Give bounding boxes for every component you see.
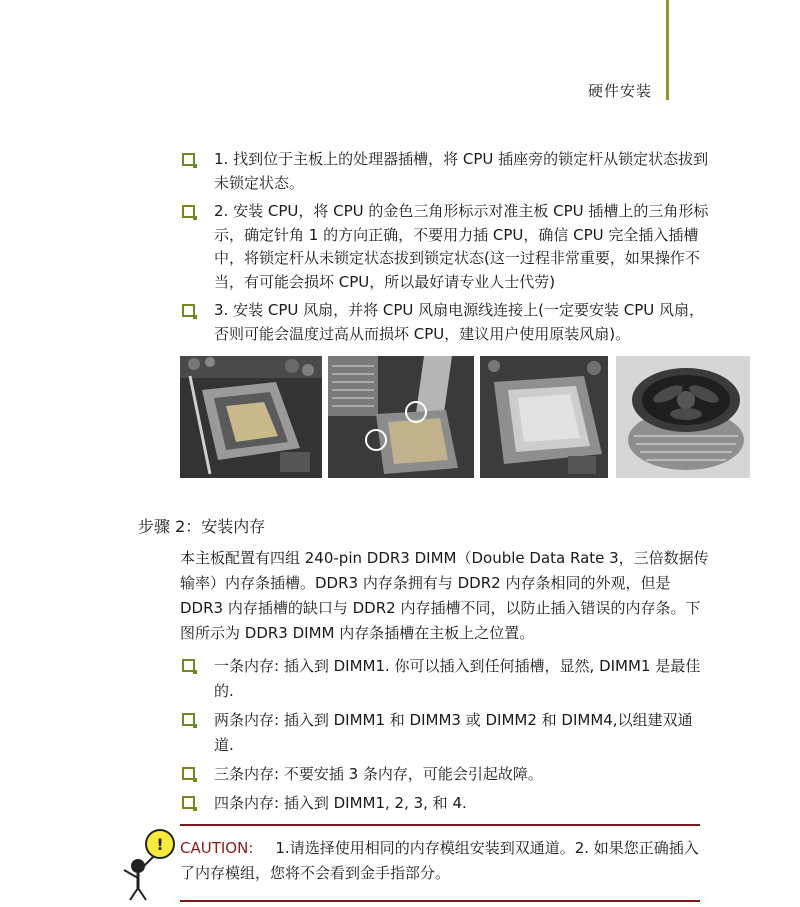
photo-cpu-lever-lock bbox=[328, 356, 474, 478]
step-text: 2. 安装 CPU，将 CPU 的金色三角形标示对准主板 CPU 插槽上的三角形标示，确定针角 1 的方向正确，不要用力插 CPU，确信 CPU 完全插入插槽中，将锁定杆从未锁定状态拔到锁定状态(这一过程非常重要，如果操作不当，有可能会损坏 CPU，所以最好请专业人士代劳) bbox=[214, 202, 709, 291]
list-item bbox=[180, 762, 710, 787]
memory-intro-paragraph: 本主板配置有四组 240-pin DDR3 DIMM（Double Data Rate 3，三倍数据传输率）内存条插槽。DDR3 内存条拥有与 DDR2 内存条相同的外观，但是 DDR3 内存插槽的缺口与 DDR2 内存插槽不同，以防止插入错误的内存条。下图所示为 DDR3 DIMM 内存条插槽在主板上之位置。 bbox=[180, 549, 709, 642]
photo-cpu-fan bbox=[616, 356, 750, 478]
checkbox-bullet-icon bbox=[182, 713, 195, 726]
page-header-title: 硬件安装 bbox=[588, 82, 653, 100]
checkbox-bullet-icon bbox=[182, 796, 195, 809]
list-item bbox=[180, 654, 710, 704]
caution-text-block bbox=[180, 836, 700, 886]
checkbox-bullet-icon bbox=[182, 767, 195, 780]
section-heading-install-memory: 步骤 2：安装内存 bbox=[138, 517, 266, 536]
svg-text:!: ! bbox=[156, 835, 164, 854]
memory-option-text: 两条内存: 插入到 DIMM1 和 DIMM3 或 DIMM2 和 DIMM4,以组建双通道. bbox=[214, 711, 693, 754]
caution-message: 1.请选择使用相同的内存模组安装到双通道。2. 如果您正确插入了内存模组，您将不会看到金手指部分。 bbox=[180, 839, 699, 882]
memory-option-text: 四条内存: 插入到 DIMM1, 2, 3, 和 4. bbox=[214, 794, 467, 812]
checkbox-bullet-icon bbox=[182, 659, 195, 672]
checkbox-bullet-icon bbox=[182, 304, 195, 317]
list-item bbox=[180, 299, 710, 346]
caution-box bbox=[180, 824, 700, 902]
photo-cpu-socket-open bbox=[180, 356, 322, 478]
step-text: 3. 安装 CPU 风扇，并将 CPU 风扇电源线连接上(一定要安装 CPU 风扇，否则可能会温度过高从而损坏 CPU，建议用户使用原装风扇)。 bbox=[214, 301, 705, 343]
memory-option-text: 一条内存: 插入到 DIMM1. 你可以插入到任何插槽，显然, DIMM1 是最佳的. bbox=[214, 657, 701, 700]
caution-mascot-icon bbox=[114, 826, 178, 902]
memory-option-text: 三条内存: 不要安插 3 条内存，可能会引起故障。 bbox=[214, 765, 543, 783]
header-rule bbox=[666, 0, 669, 100]
cpu-install-photos bbox=[180, 356, 750, 478]
photo-cpu-installed bbox=[480, 356, 608, 478]
caution-label: CAUTION: bbox=[180, 839, 254, 857]
checkbox-bullet-icon bbox=[182, 205, 195, 218]
cpu-install-steps bbox=[180, 148, 710, 351]
list-item bbox=[180, 708, 710, 758]
list-item bbox=[180, 200, 710, 294]
checkbox-bullet-icon bbox=[182, 153, 195, 166]
list-item bbox=[180, 791, 710, 816]
memory-install-options bbox=[180, 654, 710, 820]
list-item bbox=[180, 148, 710, 195]
step-text: 1. 找到位于主板上的处理器插槽，将 CPU 插座旁的锁定杆从锁定状态拔到未锁定状态。 bbox=[214, 150, 709, 192]
